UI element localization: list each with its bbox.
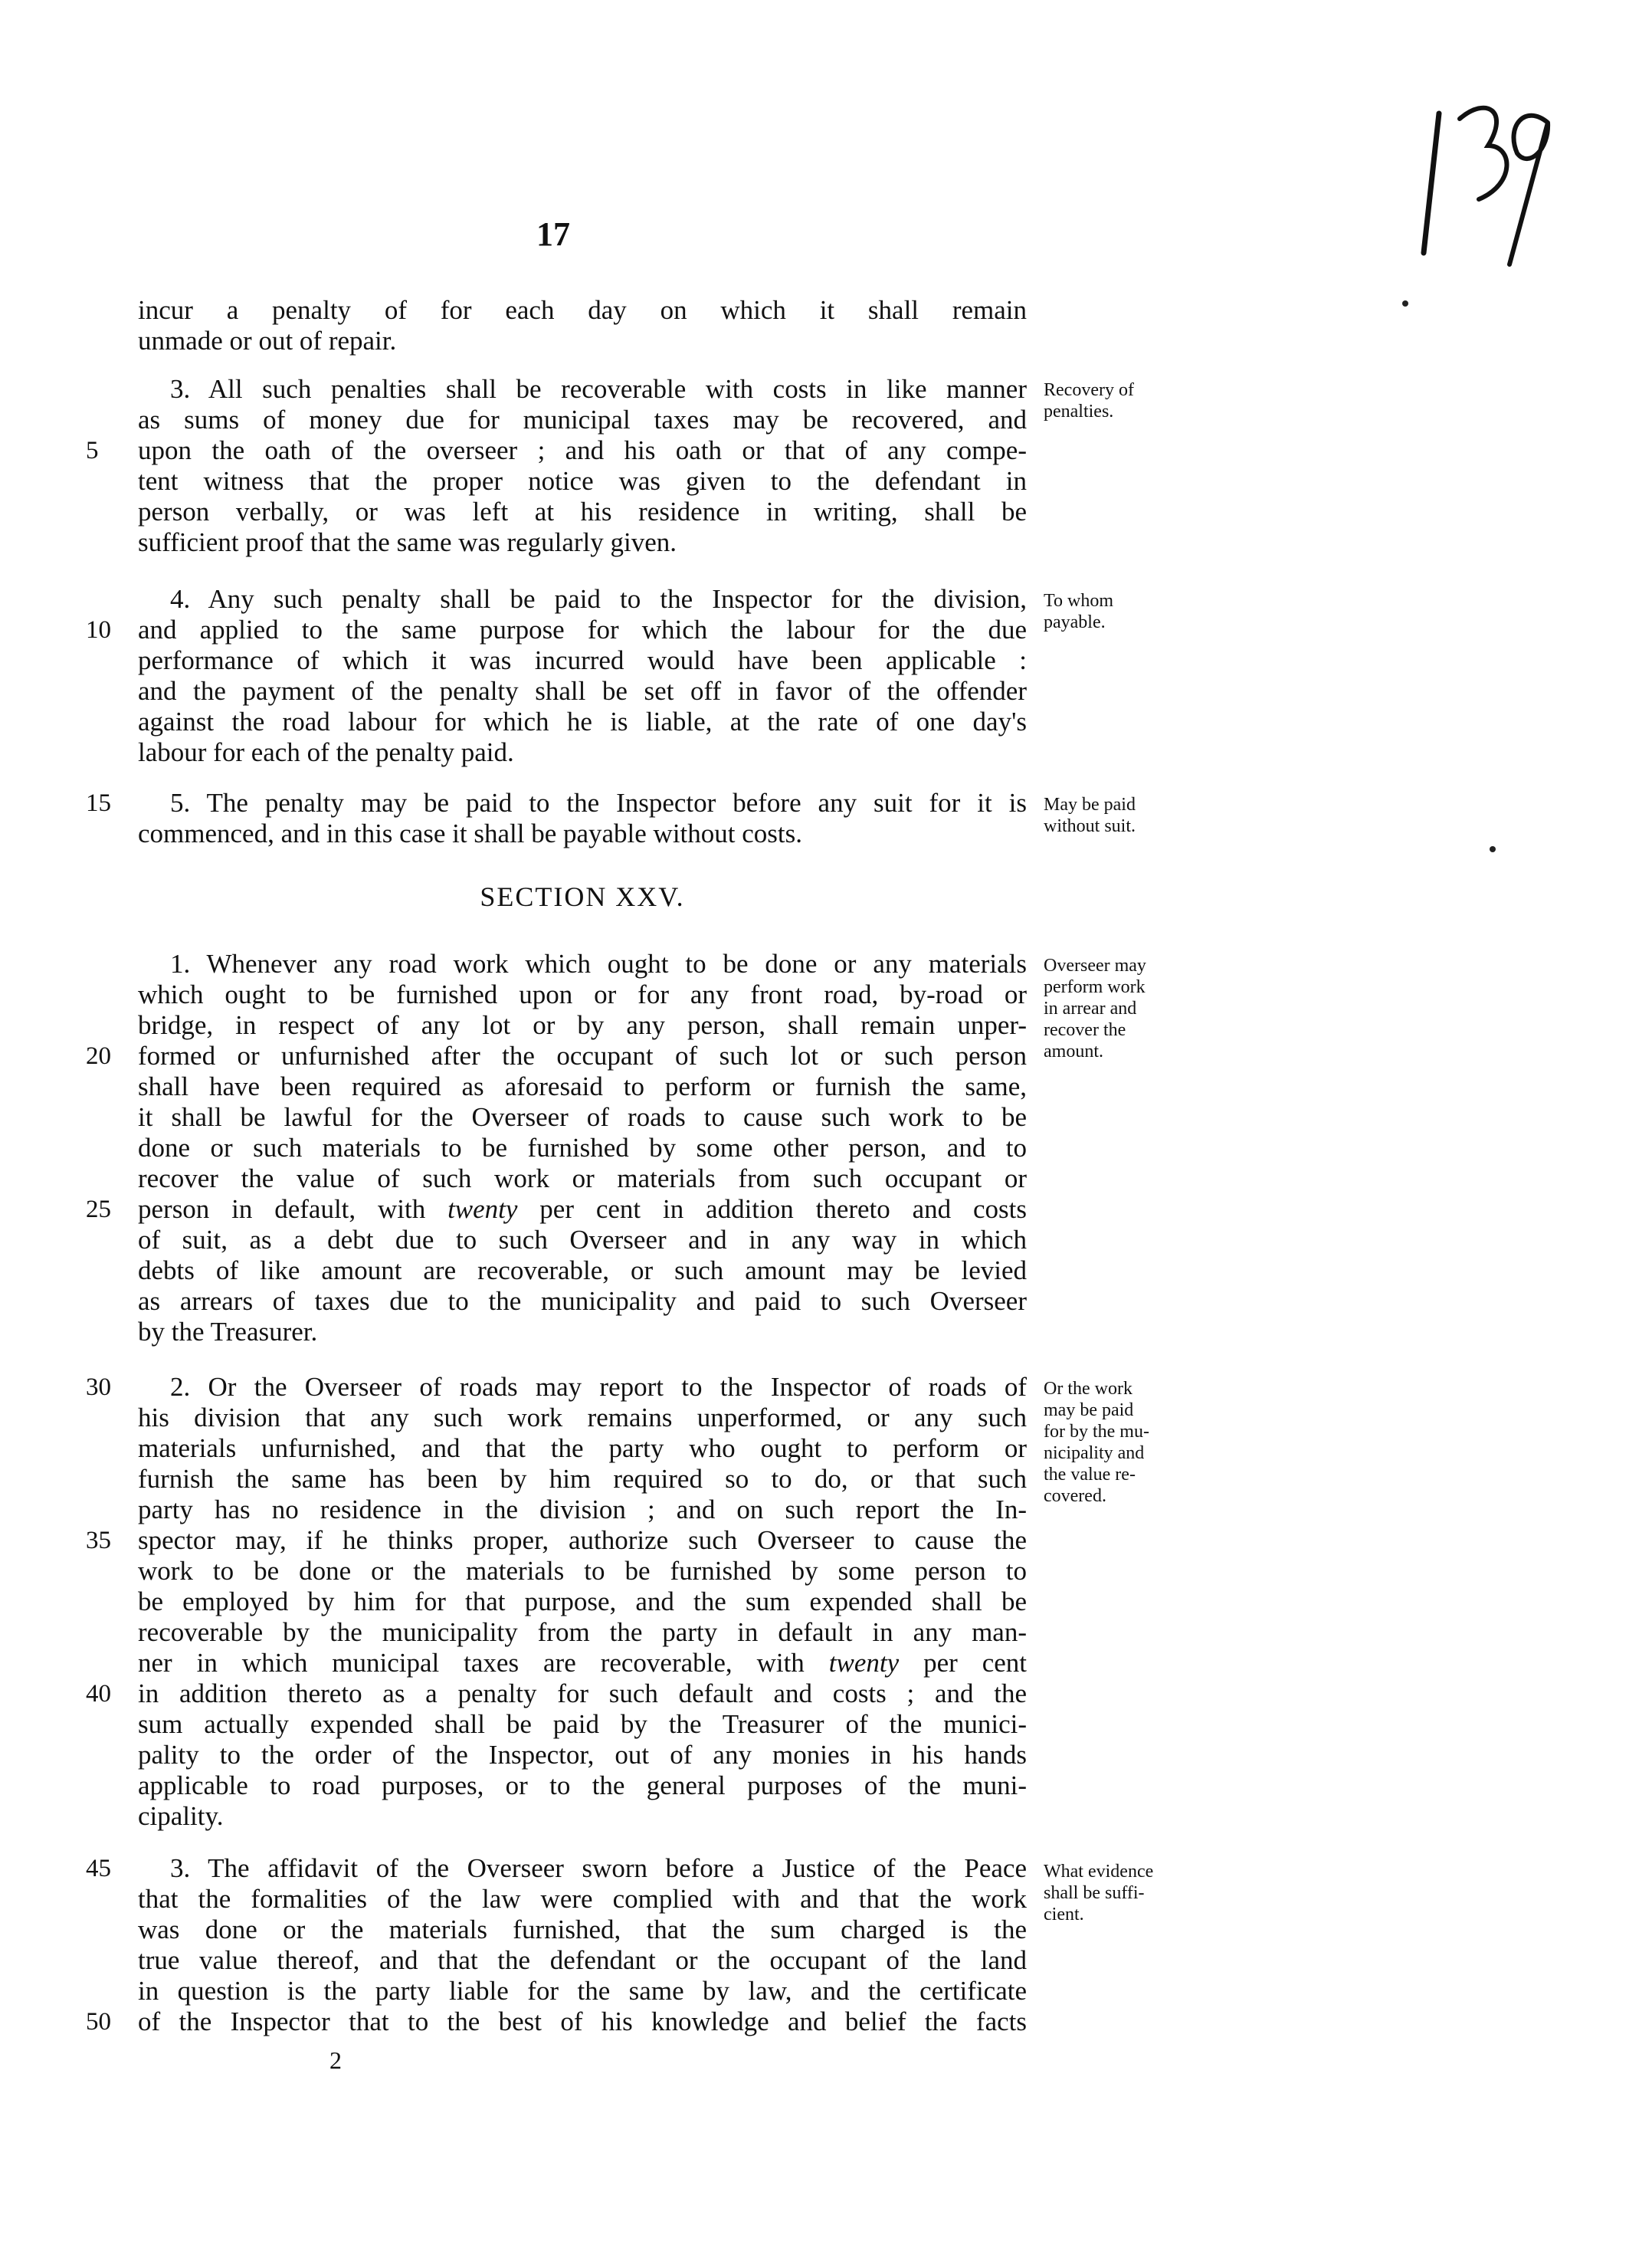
margin-note-recovery: Recovery of penalties. [1044, 380, 1134, 422]
text-line: person verbally, or was left at his residence in writing, shall be [138, 497, 1027, 527]
margin-note-to-whom: To whom payable. [1044, 591, 1113, 632]
speck-mark [1402, 300, 1408, 307]
line-number: 40 [86, 1680, 111, 1708]
line-number: 30 [86, 1373, 111, 1401]
text-line: true value thereof, and that the defendant or the occupant of the land [138, 1945, 1027, 1975]
text-line: materials unfurnished, and that the party who ought to perform or [138, 1433, 1027, 1463]
text-line: unmade or out of repair. [138, 326, 397, 356]
text-line: by the Treasurer. [138, 1317, 318, 1347]
text-line: recover the value of such work or materials from such occupant or [138, 1163, 1027, 1193]
page-number: 17 [536, 215, 570, 253]
text-line: commenced, and in this case it shall be payable without costs. [138, 819, 803, 848]
margin-note-or-the-work: Or the work may be paid for by the mu- nicipality and the value re- covered. [1044, 1379, 1149, 1506]
margin-note-what-evidence: What evidence shall be suffi- cient. [1044, 1862, 1154, 1925]
text-line: of suit, as a debt due to such Overseer and in any way in which [138, 1225, 1027, 1255]
text-line: labour for each of the penalty paid. [138, 737, 514, 767]
speck-mark [1490, 846, 1496, 852]
margin-note-may-be-paid: May be paid without suit. [1044, 795, 1136, 836]
text-line: 2. Or the Overseer of roads may report to the Inspector of roads of [170, 1372, 1027, 1402]
text-line: incur a penalty of for each day on which it shall remain [138, 295, 1027, 325]
text-line: as arrears of taxes due to the municipality and paid to such Overseer [138, 1286, 1027, 1316]
handwritten-folio-number [1418, 92, 1555, 268]
text-line: 3. All such penalties shall be recoverable with costs in like manner [170, 374, 1027, 404]
text-line: ner in which municipal taxes are recoverable, with twenty per cent [138, 1648, 1027, 1678]
text-line: in question is the party liable for the same by law, and the certificate [138, 1976, 1027, 2006]
text-line: party has no residence in the division ; and on such report the In- [138, 1495, 1027, 1524]
line-number: 15 [86, 789, 111, 817]
text-line: person in default, with twenty per cent in addition thereto and costs [138, 1194, 1028, 1224]
text-line: sufficient proof that the same was regularly given. [138, 527, 677, 557]
text-line: applicable to road purposes, or to the general purposes of the muni- [138, 1770, 1027, 1800]
text-line: upon the oath of the overseer ; and his oath or that of any compe- [138, 435, 1027, 465]
text-line: against the road labour for which he is liable, at the rate of one day's [138, 707, 1027, 737]
text-line: formed or unfurnished after the occupant of such lot or such person [138, 1041, 1027, 1071]
line-number: 25 [86, 1196, 111, 1223]
text-line: 3. The affidavit of the Overseer sworn before a Justice of the Peace [170, 1853, 1027, 1883]
text-line: and applied to the same purpose for which the labour for the due [138, 615, 1027, 645]
text-line: debts of like amount are recoverable, or such amount may be levied [138, 1255, 1027, 1285]
line-number: 10 [86, 616, 111, 644]
line-number: 35 [86, 1527, 111, 1554]
section-heading: SECTION XXV. [480, 881, 685, 912]
text-line: be employed by him for that purpose, and the sum expended shall be [138, 1587, 1027, 1616]
text-line: bridge, in respect of any lot or by any person, shall remain unper- [138, 1010, 1027, 1040]
text-line: tent witness that the proper notice was given to the defendant in [138, 466, 1027, 496]
text-line: spector may, if he thinks proper, authorize such Overseer to cause the [138, 1525, 1027, 1555]
text-line: pality to the order of the Inspector, out of any monies in his hands [138, 1740, 1027, 1770]
text-line: 1. Whenever any road work which ought to be done or any materials [170, 949, 1027, 979]
text-line: of the Inspector that to the best of his knowledge and belief the facts [138, 2007, 1027, 2036]
text-line: which ought to be furnished upon or for any front road, by-road or [138, 979, 1027, 1009]
text-line: recoverable by the municipality from the party in default in any man- [138, 1617, 1027, 1647]
line-number: 50 [86, 2008, 111, 2036]
text-line: done or such materials to be furnished by some other person, and to [138, 1133, 1027, 1163]
line-number: 5 [86, 437, 99, 464]
text-line: as sums of money due for municipal taxes may be recovered, and [138, 405, 1027, 435]
text-line: that the formalities of the law were complied with and that the work [138, 1884, 1027, 1914]
text-line: cipality. [138, 1801, 224, 1831]
line-number: 45 [86, 1855, 111, 1882]
text-line: in addition thereto as a penalty for such default and costs ; and the [138, 1678, 1027, 1708]
text-line: furnish the same has been by him required so to do, or that such [138, 1464, 1027, 1494]
text-line: and the payment of the penalty shall be set off in favor of the offender [138, 676, 1027, 706]
text-line: 4. Any such penalty shall be paid to the Inspector for the division, [170, 584, 1027, 614]
line-number: 20 [86, 1042, 111, 1070]
signature-mark: 2 [329, 2046, 342, 2074]
text-line: it shall be lawful for the Overseer of roads to cause such work to be [138, 1102, 1027, 1132]
text-line: shall have been required as aforesaid to perform or furnish the same, [138, 1071, 1027, 1101]
text-line: sum actually expended shall be paid by the Treasurer of the munici- [138, 1709, 1027, 1739]
text-line: was done or the materials furnished, that the sum charged is the [138, 1915, 1027, 1944]
text-line: 5. The penalty may be paid to the Inspector before any suit for it is [170, 788, 1027, 818]
text-line: work to be done or the materials to be furnished by some person to [138, 1556, 1027, 1586]
margin-note-overseer-may: Overseer may perform work in arrear and recover the amount. [1044, 956, 1146, 1062]
text-line: performance of which it was incurred would have been applicable : [138, 645, 1027, 675]
text-line: his division that any such work remains unperformed, or any such [138, 1403, 1027, 1432]
